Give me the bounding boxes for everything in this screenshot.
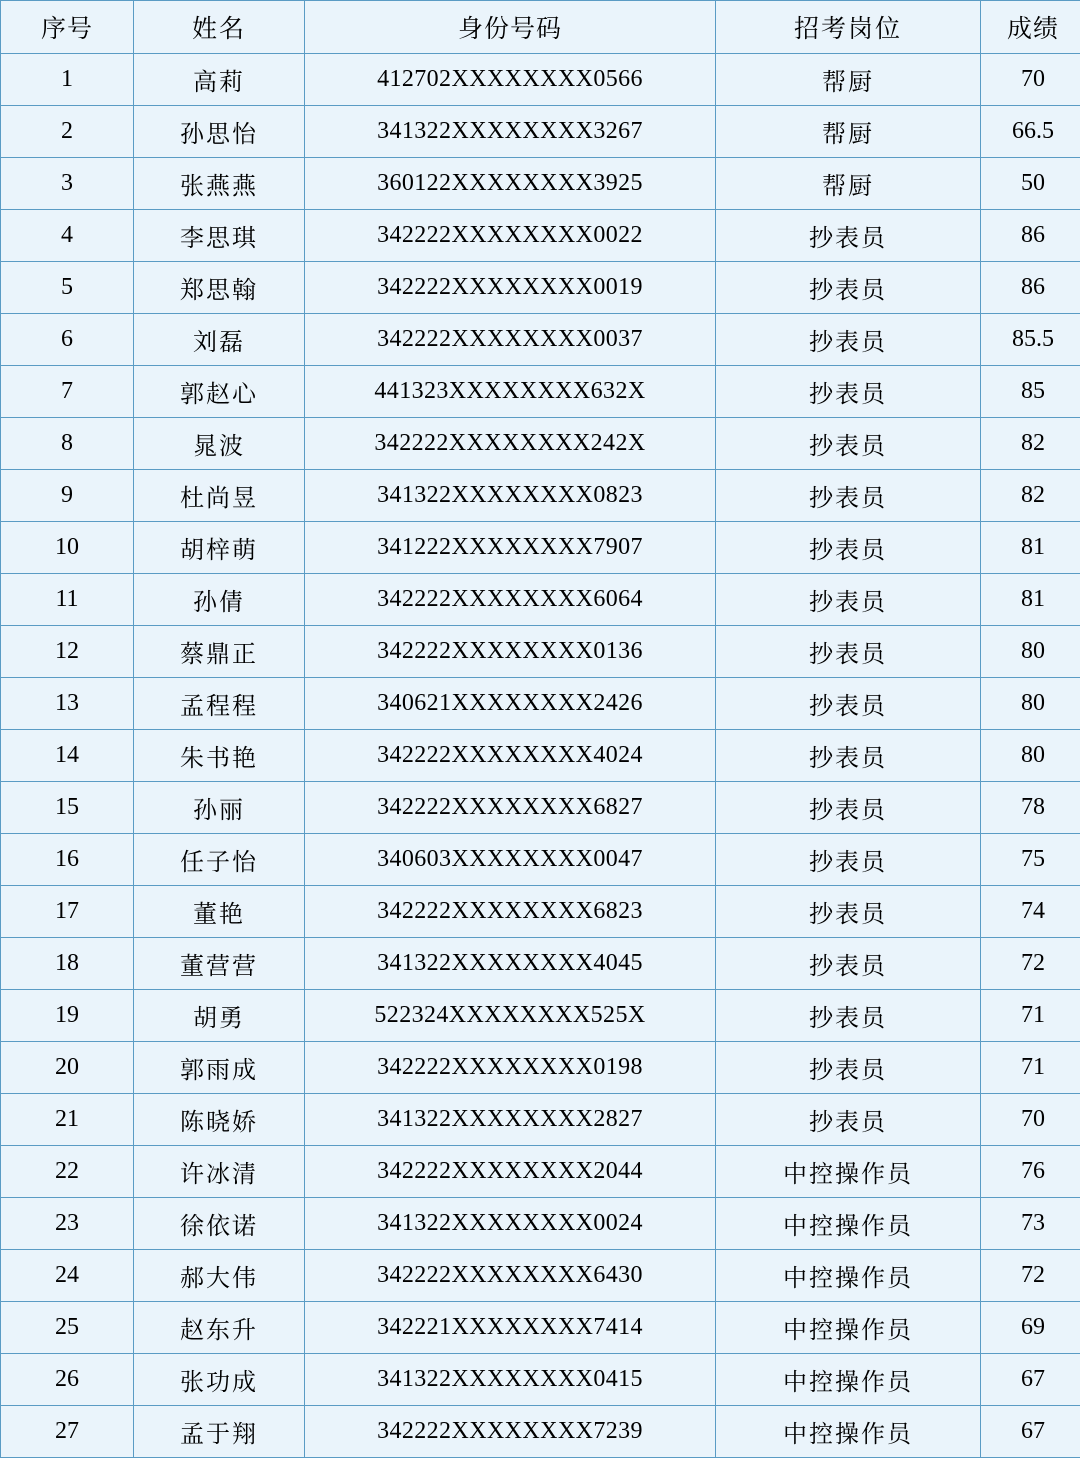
cell-index: 3 xyxy=(1,158,134,210)
table-row xyxy=(1,626,1080,678)
table-row xyxy=(1,1302,1080,1354)
cell-name: 刘磊 xyxy=(134,314,305,366)
cell-index: 14 xyxy=(1,730,134,782)
cell-name: 孙丽 xyxy=(134,782,305,834)
cell-score: 81 xyxy=(981,574,1080,626)
table-row xyxy=(1,522,1080,574)
cell-post: 帮厨 xyxy=(716,158,981,210)
table-row xyxy=(1,1250,1080,1302)
cell-name: 赵东升 xyxy=(134,1302,305,1354)
cell-name: 郭赵心 xyxy=(134,366,305,418)
cell-id: 341322XXXXXXXX0415 xyxy=(305,1354,716,1406)
cell-name: 郭雨成 xyxy=(134,1042,305,1094)
table-row xyxy=(1,730,1080,782)
cell-name: 郑思翰 xyxy=(134,262,305,314)
column-header-id: 身份号码 xyxy=(305,1,716,54)
table-row xyxy=(1,990,1080,1042)
column-header-index: 序号 xyxy=(1,1,134,54)
cell-post: 抄表员 xyxy=(716,366,981,418)
cell-score: 85.5 xyxy=(981,314,1080,366)
cell-post: 抄表员 xyxy=(716,938,981,990)
cell-post: 中控操作员 xyxy=(716,1302,981,1354)
table-row xyxy=(1,1354,1080,1406)
table-row xyxy=(1,54,1080,106)
cell-id: 341222XXXXXXXX7907 xyxy=(305,522,716,574)
cell-post: 抄表员 xyxy=(716,314,981,366)
cell-index: 20 xyxy=(1,1042,134,1094)
cell-score: 86 xyxy=(981,262,1080,314)
table-row xyxy=(1,938,1080,990)
cell-id: 342222XXXXXXXX0198 xyxy=(305,1042,716,1094)
cell-index: 9 xyxy=(1,470,134,522)
cell-score: 78 xyxy=(981,782,1080,834)
cell-post: 中控操作员 xyxy=(716,1198,981,1250)
cell-id: 341322XXXXXXXX2827 xyxy=(305,1094,716,1146)
cell-name: 孟于翔 xyxy=(134,1406,305,1458)
cell-score: 73 xyxy=(981,1198,1080,1250)
cell-index: 24 xyxy=(1,1250,134,1302)
cell-score: 82 xyxy=(981,418,1080,470)
cell-post: 抄表员 xyxy=(716,574,981,626)
cell-index: 17 xyxy=(1,886,134,938)
cell-id: 342221XXXXXXXX7414 xyxy=(305,1302,716,1354)
cell-score: 67 xyxy=(981,1406,1080,1458)
cell-post: 中控操作员 xyxy=(716,1354,981,1406)
cell-score: 71 xyxy=(981,1042,1080,1094)
cell-index: 1 xyxy=(1,54,134,106)
cell-id: 412702XXXXXXXX0566 xyxy=(305,54,716,106)
cell-index: 27 xyxy=(1,1406,134,1458)
cell-post: 抄表员 xyxy=(716,1094,981,1146)
table-row xyxy=(1,1042,1080,1094)
cell-id: 342222XXXXXXXX0136 xyxy=(305,626,716,678)
cell-name: 董艳 xyxy=(134,886,305,938)
table-row xyxy=(1,470,1080,522)
cell-post: 抄表员 xyxy=(716,470,981,522)
table-row xyxy=(1,106,1080,158)
cell-name: 孟程程 xyxy=(134,678,305,730)
cell-score: 85 xyxy=(981,366,1080,418)
cell-post: 帮厨 xyxy=(716,106,981,158)
cell-score: 80 xyxy=(981,730,1080,782)
cell-id: 342222XXXXXXXX6430 xyxy=(305,1250,716,1302)
cell-post: 抄表员 xyxy=(716,262,981,314)
table-row xyxy=(1,366,1080,418)
cell-id: 342222XXXXXXXX242X xyxy=(305,418,716,470)
cell-score: 67 xyxy=(981,1354,1080,1406)
cell-id: 342222XXXXXXXX4024 xyxy=(305,730,716,782)
cell-index: 23 xyxy=(1,1198,134,1250)
cell-name: 朱书艳 xyxy=(134,730,305,782)
cell-score: 75 xyxy=(981,834,1080,886)
cell-index: 5 xyxy=(1,262,134,314)
table-row xyxy=(1,1198,1080,1250)
table-row xyxy=(1,314,1080,366)
cell-index: 25 xyxy=(1,1302,134,1354)
cell-index: 26 xyxy=(1,1354,134,1406)
cell-score: 69 xyxy=(981,1302,1080,1354)
cell-post: 抄表员 xyxy=(716,522,981,574)
cell-name: 孙倩 xyxy=(134,574,305,626)
cell-score: 86 xyxy=(981,210,1080,262)
cell-post: 中控操作员 xyxy=(716,1250,981,1302)
cell-score: 72 xyxy=(981,938,1080,990)
cell-score: 80 xyxy=(981,678,1080,730)
cell-id: 441323XXXXXXXX632X xyxy=(305,366,716,418)
cell-name: 徐依诺 xyxy=(134,1198,305,1250)
cell-id: 340603XXXXXXXX0047 xyxy=(305,834,716,886)
table-row xyxy=(1,1094,1080,1146)
cell-post: 抄表员 xyxy=(716,678,981,730)
cell-id: 342222XXXXXXXX0037 xyxy=(305,314,716,366)
cell-score: 71 xyxy=(981,990,1080,1042)
cell-name: 晁波 xyxy=(134,418,305,470)
cell-score: 66.5 xyxy=(981,106,1080,158)
cell-name: 胡梓萌 xyxy=(134,522,305,574)
cell-id: 341322XXXXXXXX3267 xyxy=(305,106,716,158)
cell-id: 342222XXXXXXXX7239 xyxy=(305,1406,716,1458)
cell-score: 74 xyxy=(981,886,1080,938)
table-row xyxy=(1,886,1080,938)
cell-id: 342222XXXXXXXX2044 xyxy=(305,1146,716,1198)
cell-name: 高莉 xyxy=(134,54,305,106)
cell-index: 13 xyxy=(1,678,134,730)
cell-id: 360122XXXXXXXX3925 xyxy=(305,158,716,210)
cell-index: 22 xyxy=(1,1146,134,1198)
cell-index: 7 xyxy=(1,366,134,418)
table-row xyxy=(1,834,1080,886)
cell-score: 70 xyxy=(981,54,1080,106)
cell-name: 张燕燕 xyxy=(134,158,305,210)
cell-id: 342222XXXXXXXX6064 xyxy=(305,574,716,626)
cell-name: 郝大伟 xyxy=(134,1250,305,1302)
cell-index: 15 xyxy=(1,782,134,834)
cell-name: 杜尚昱 xyxy=(134,470,305,522)
cell-name: 许冰清 xyxy=(134,1146,305,1198)
cell-post: 帮厨 xyxy=(716,54,981,106)
cell-name: 胡勇 xyxy=(134,990,305,1042)
cell-id: 342222XXXXXXXX0022 xyxy=(305,210,716,262)
cell-id: 340621XXXXXXXX2426 xyxy=(305,678,716,730)
cell-id: 522324XXXXXXXX525X xyxy=(305,990,716,1042)
cell-index: 12 xyxy=(1,626,134,678)
table-row xyxy=(1,262,1080,314)
column-header-name: 姓名 xyxy=(134,1,305,54)
column-header-score: 成绩 xyxy=(981,1,1080,54)
cell-post: 中控操作员 xyxy=(716,1146,981,1198)
table-row xyxy=(1,210,1080,262)
cell-post: 抄表员 xyxy=(716,834,981,886)
cell-name: 蔡鼎正 xyxy=(134,626,305,678)
cell-score: 76 xyxy=(981,1146,1080,1198)
cell-index: 2 xyxy=(1,106,134,158)
cell-post: 抄表员 xyxy=(716,626,981,678)
table-row xyxy=(1,158,1080,210)
cell-post: 抄表员 xyxy=(716,730,981,782)
cell-post: 抄表员 xyxy=(716,782,981,834)
cell-post: 抄表员 xyxy=(716,886,981,938)
table-row xyxy=(1,1146,1080,1198)
cell-id: 342222XXXXXXXX0019 xyxy=(305,262,716,314)
cell-post: 抄表员 xyxy=(716,1042,981,1094)
table-row xyxy=(1,1406,1080,1458)
table-header xyxy=(1,1,1080,54)
cell-id: 341322XXXXXXXX0823 xyxy=(305,470,716,522)
table-row xyxy=(1,574,1080,626)
cell-id: 341322XXXXXXXX0024 xyxy=(305,1198,716,1250)
cell-post: 抄表员 xyxy=(716,418,981,470)
cell-name: 李思琪 xyxy=(134,210,305,262)
cell-name: 董营营 xyxy=(134,938,305,990)
cell-score: 82 xyxy=(981,470,1080,522)
column-header-post: 招考岗位 xyxy=(716,1,981,54)
cell-index: 21 xyxy=(1,1094,134,1146)
cell-id: 342222XXXXXXXX6823 xyxy=(305,886,716,938)
cell-index: 18 xyxy=(1,938,134,990)
cell-index: 8 xyxy=(1,418,134,470)
cell-id: 342222XXXXXXXX6827 xyxy=(305,782,716,834)
cell-index: 16 xyxy=(1,834,134,886)
cell-index: 11 xyxy=(1,574,134,626)
table-row xyxy=(1,418,1080,470)
cell-post: 抄表员 xyxy=(716,990,981,1042)
table-row xyxy=(1,782,1080,834)
cell-index: 10 xyxy=(1,522,134,574)
cell-index: 19 xyxy=(1,990,134,1042)
cell-score: 80 xyxy=(981,626,1080,678)
cell-name: 陈晓娇 xyxy=(134,1094,305,1146)
table-body xyxy=(1,54,1080,1458)
cell-name: 孙思怡 xyxy=(134,106,305,158)
cell-name: 任子怡 xyxy=(134,834,305,886)
cell-index: 4 xyxy=(1,210,134,262)
table-row xyxy=(1,678,1080,730)
cell-post: 中控操作员 xyxy=(716,1406,981,1458)
cell-score: 72 xyxy=(981,1250,1080,1302)
cell-name: 张功成 xyxy=(134,1354,305,1406)
cell-id: 341322XXXXXXXX4045 xyxy=(305,938,716,990)
cell-score: 81 xyxy=(981,522,1080,574)
table-header-row xyxy=(1,1,1080,54)
cell-score: 70 xyxy=(981,1094,1080,1146)
cell-post: 抄表员 xyxy=(716,210,981,262)
cell-score: 50 xyxy=(981,158,1080,210)
cell-index: 6 xyxy=(1,314,134,366)
